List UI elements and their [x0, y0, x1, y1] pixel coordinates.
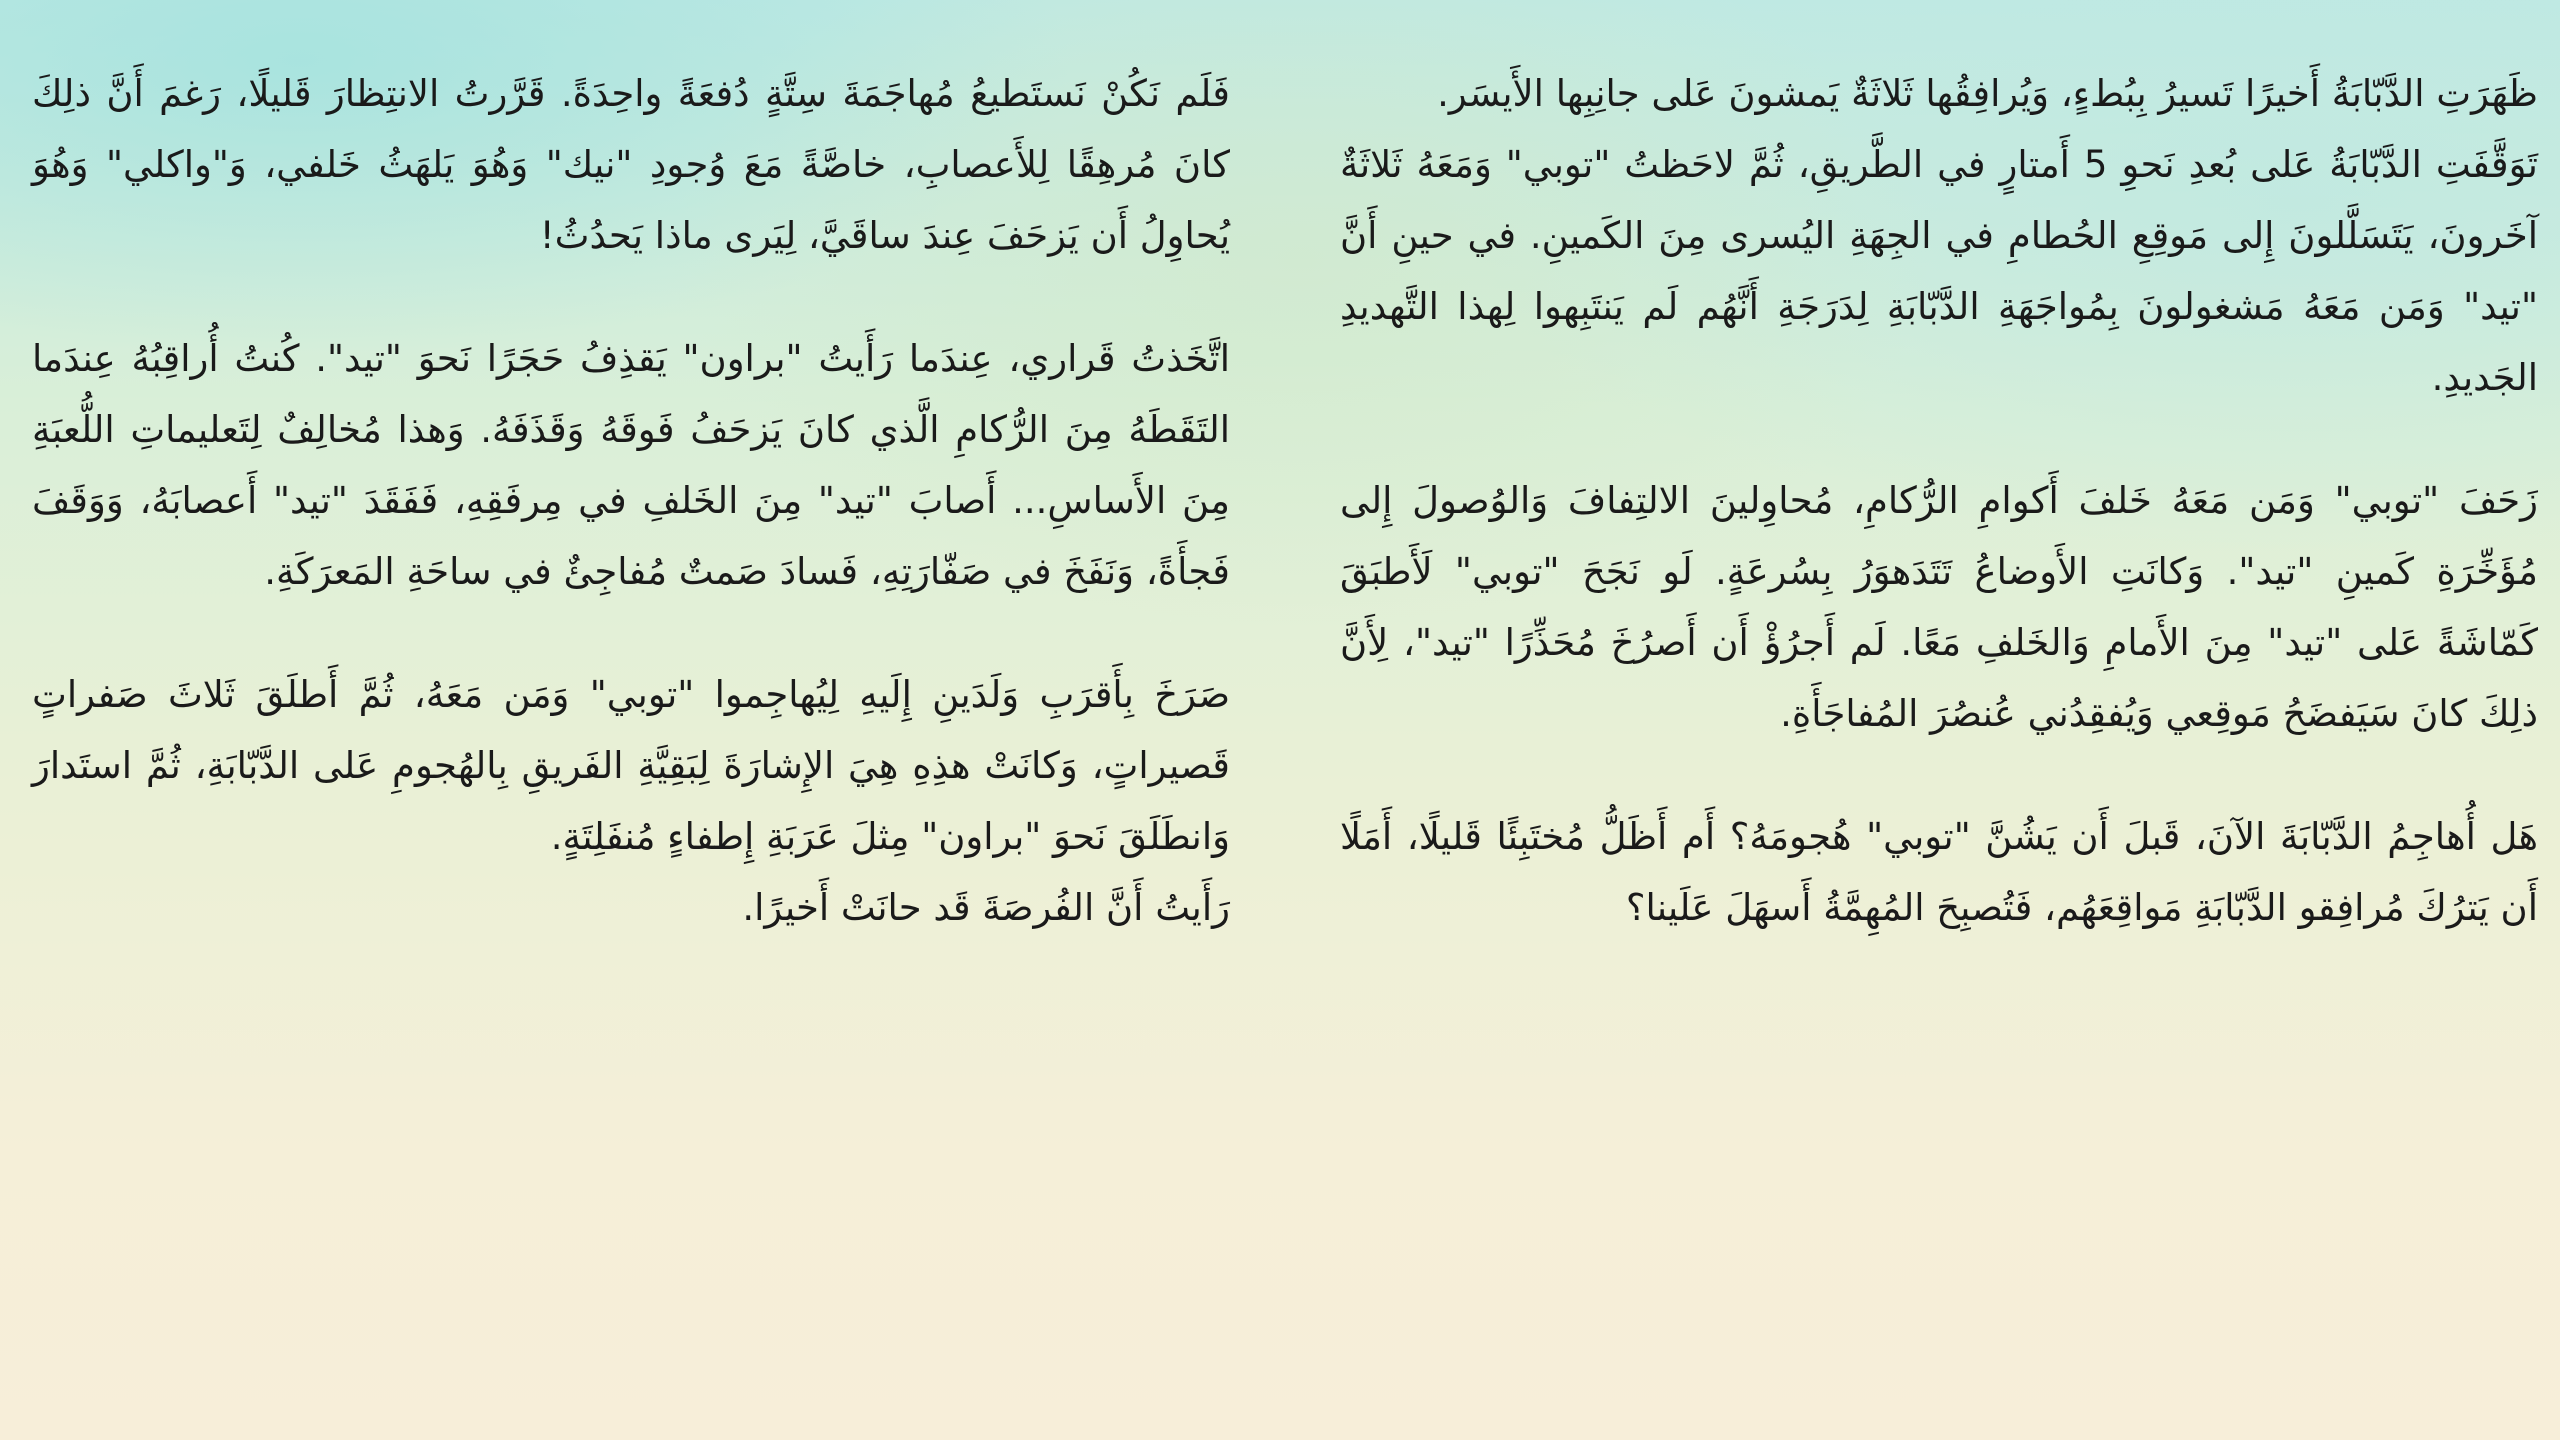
paragraph-tank-appears: ظَهَرَتِ الدَّبّابَةُ أَخيرًا تَسيرُ بِبُطءٍ، وَيُرافِقُها ثَلاثَةٌ يَمشونَ عَلى جانِبِها الأَيسَر.: [1437, 72, 2538, 115]
paragraph-toby-sneaking: تَوَقَّفَتِ الدَّبّابَةُ عَلى بُعدِ نَحوِ 5 أَمتارٍ في الطَّريقِ، ثُمَّ لاحَظتُ "توبي" وَمَعَهُ ثَلاثَةٌ آخَرونَ، يَتَسَلَّلونَ إِلى مَوقِعِ الحُطامِ في الجِهَةِ اليُسرى مِنَ الكَمينِ. في حينِ أَنَّ "تيد" وَمَن مَعَهُ مَشغولونَ بِمُواجَهَةِ الدَّبّابَةِ لِدَرَجَةِ أَنَّهُم لَم يَنتَبِهوا لِهذا التَّهديدِ الجَديدِ.: [1340, 143, 2538, 399]
paragraph-chance-arrived: رَأَيتُ أَنَّ الفُرصَةَ قَد حانَتْ أَخيرًا.: [742, 886, 1230, 929]
paragraph-dilemma: هَل أُهاجِمُ الدَّبّابَةَ الآنَ، قَبلَ أَن يَشُنَّ "توبي" هُجومَهُ؟ أَم أَظَلُّ مُختَبِئًا قَليلًا، أَمَلًا أَن يَترُكَ مُرافِقو الدَّبّابَةِ مَواقِعَهُم، فَتُصبِحَ المُهِمَّةُ أَسهَلَ عَلَينا؟: [1340, 815, 2538, 929]
right-text-column: [1340, 58, 2538, 943]
paragraph-decide-wait: فَلَم نَكُنْ نَستَطيعُ مُهاجَمَةَ سِتَّةٍ دُفعَةً واحِدَةً. قَرَّرتُ الانتِظارَ قَليلًا، رَغمَ أَنَّ ذلِكَ كانَ مُرهِقًا لِلأَعصابِ، خاصَّةً مَعَ وُجودِ "نيك" وَهُوَ يَلهَثُ خَلفي، وَ"واكلي" وَهُوَ يُحاوِلُ أَن يَزحَفَ عِندَ ساقَيَّ، لِيَرى ماذا يَحدُثُ!: [32, 72, 1230, 257]
paragraph-pincer-threat: زَحَفَ "توبي" وَمَن مَعَهُ خَلفَ أَكوامِ الرُّكامِ، مُحاوِلينَ الالتِفافَ وَالوُصولَ إِلى مُؤَخِّرَةِ كَمينِ "تيد". وَكانَتِ الأَوضاعُ تَتَدَهوَرُ بِسُرعَةٍ. لَو نَجَحَ "توبي" لَأَطبَقَ كَمّاشَةً عَلى "تيد" مِنَ الأَمامِ وَالخَلفِ مَعًا. لَم أَجرُؤْ أَن أَصرُخَ مُحَذِّرًا "تيد"، لِأَنَّ ذلِكَ كانَ سَيَفضَحُ مَوقِعي وَيُفقِدُني عُنصُرَ المُفاجَأَةِ.: [1340, 479, 2538, 735]
left-text-column: [32, 58, 1230, 943]
paragraph-brown-throws-stone: اتَّخَذتُ قَراري، عِندَما رَأَيتُ "براون" يَقذِفُ حَجَرًا نَحوَ "تيد". كُنتُ أُراقِبُهُ عِندَما التَقَطَهُ مِنَ الرُّكامِ الَّذي كانَ يَزحَفُ فَوقَهُ وَقَذَفَهُ. وَهذا مُخالِفٌ لِتَعليماتِ اللُّعبَةِ مِنَ الأَساسِ... أَصابَ "تيد" مِنَ الخَلفِ في مِرفَقِهِ، فَفَقَدَ "تيد" أَعصابَهُ، وَوَقَفَ فَجأَةً، وَنَفَخَ في صَفّارَتِهِ، فَسادَ صَمتٌ مُفاجِئٌ في ساحَةِ المَعرَكَةِ.: [32, 337, 1230, 593]
paragraph-ted-whistles: صَرَخَ بِأَقرَبِ وَلَدَينِ إِلَيهِ لِيُهاجِموا "توبي" وَمَن مَعَهُ، ثُمَّ أَطلَقَ ثَلاثَ صَفراتٍ قَصيراتٍ، وَكانَتْ هذِهِ هِيَ الإِشارَةَ لِبَقِيَّةِ الفَريقِ بِالهُجومِ عَلى الدَّبّابَةِ، ثُمَّ استَدارَ وَانطَلَقَ نَحوَ "براون" مِثلَ عَرَبَةِ إِطفاءٍ مُنفَلِتَةٍ.: [32, 673, 1230, 858]
